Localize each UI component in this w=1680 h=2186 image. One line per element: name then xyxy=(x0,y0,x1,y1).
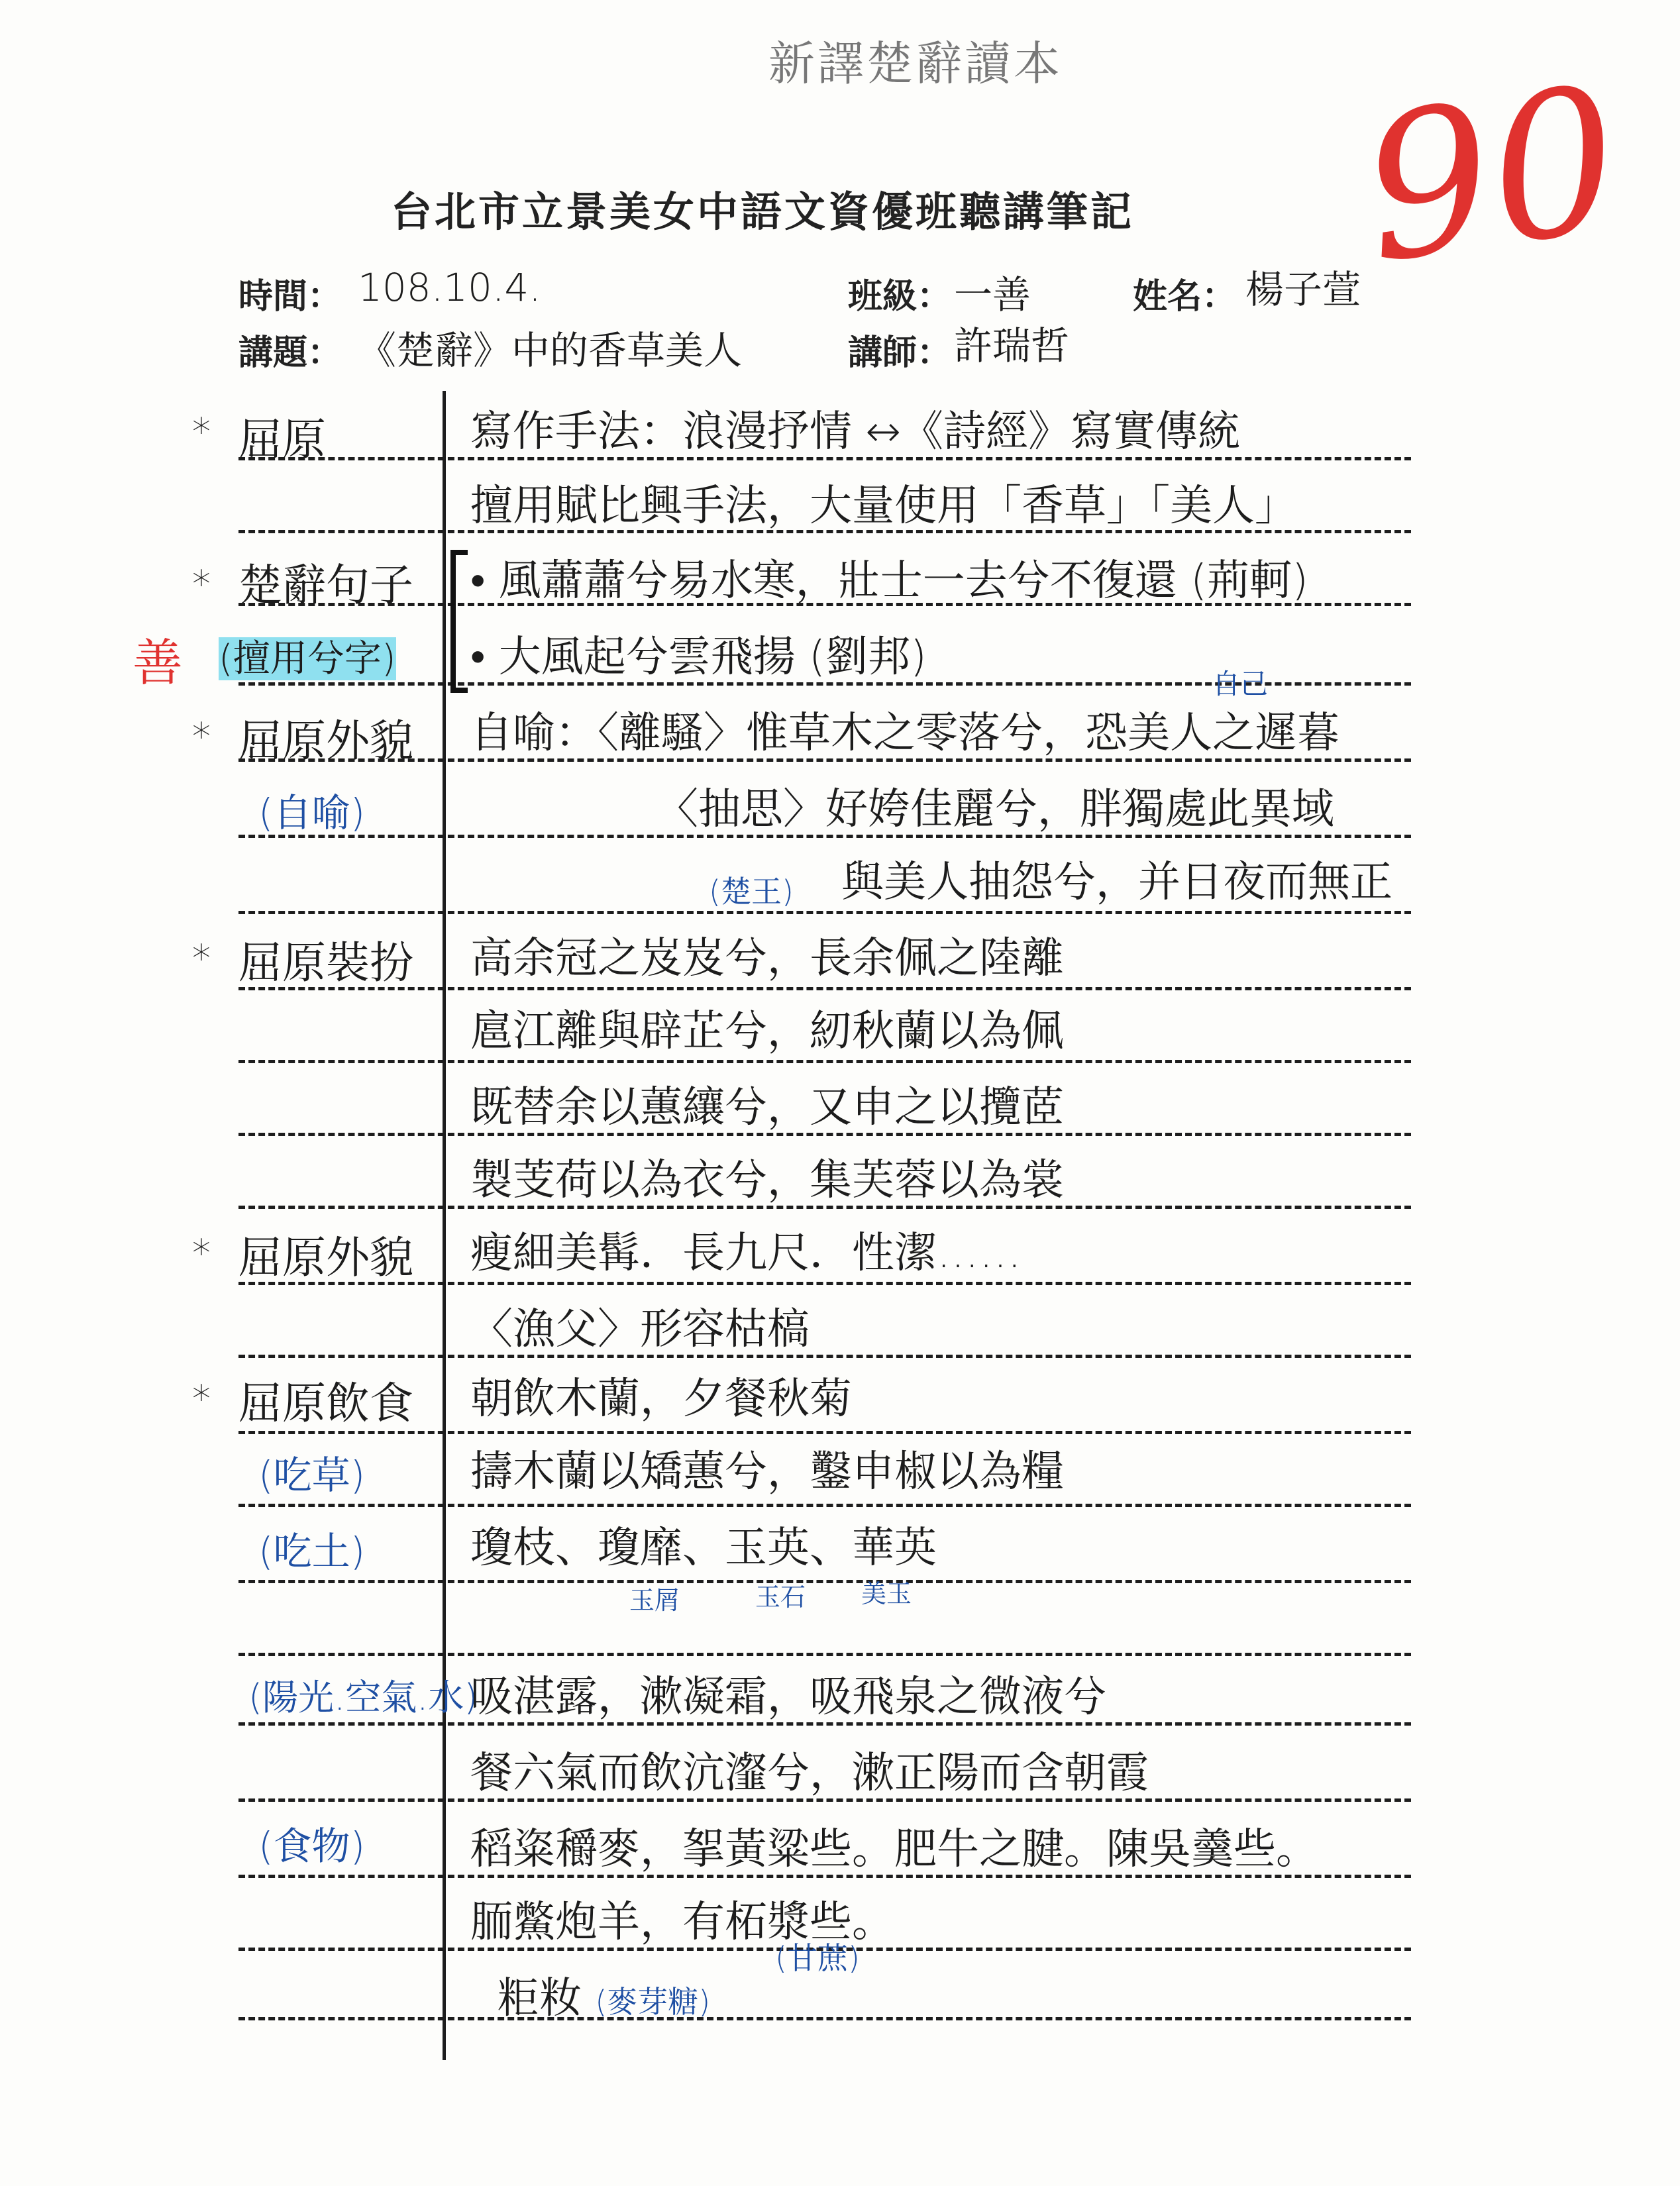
note-line: 與美人抽怨兮，并日夜而無正 xyxy=(841,858,1392,907)
topic-label: 講題： xyxy=(238,333,342,373)
annotation: (楚王) xyxy=(709,874,794,910)
time-label: 時間： xyxy=(238,276,342,317)
class-label: 班級： xyxy=(848,276,952,317)
section-sublabel: (食物) xyxy=(258,1824,366,1869)
note-line: • 風蕭蕭兮易水寒，壯士一去兮不復還 (荊軻) xyxy=(470,556,1309,605)
ruled-line xyxy=(238,987,1411,990)
topic-value: 《楚辭》中的香草美人 xyxy=(358,328,743,373)
bullet-star: * xyxy=(192,411,211,454)
ruled-line xyxy=(238,911,1411,914)
note-line: 擣木蘭以矯蕙兮，鑿申椒以為糧 xyxy=(470,1447,1064,1496)
column-divider xyxy=(443,391,446,2060)
section-label: 屈原外貌 xyxy=(238,1232,413,1283)
bullet-star: * xyxy=(192,563,211,606)
section-label: 屈原裝扮 xyxy=(238,937,413,988)
note-line: 瘦細美髯．長九尺．性潔…… xyxy=(470,1229,1022,1278)
book-title-note: 新譯楚辭讀本 xyxy=(768,36,1063,91)
note-line: 製芰荷以為衣兮，集芙蓉以為裳 xyxy=(470,1156,1064,1205)
section-sublabel: (吃草) xyxy=(258,1453,366,1498)
ruled-line xyxy=(238,1282,1411,1285)
section-sublabel: (吃土) xyxy=(258,1529,366,1574)
ruled-line xyxy=(238,1060,1411,1063)
annotation: 自己 xyxy=(1212,668,1269,700)
note-line: 稻粢穱麥，挐黃粱些。肥牛之腱。陳吳羹些。 xyxy=(470,1825,1318,1874)
bullet-star: * xyxy=(192,937,211,980)
ruled-line xyxy=(238,1580,1411,1583)
note-line: 〈抽思〉好姱佳麗兮，胖獨處此異域 xyxy=(656,785,1334,834)
time-value: 108.10.4. xyxy=(358,265,541,310)
class-value: 一善 xyxy=(954,272,1031,317)
note-line: 寫作手法：浪漫抒情 ↔《詩經》寫實傳統 xyxy=(470,407,1240,456)
section-label: 楚辭句子 xyxy=(238,560,413,611)
note-line: 粔籹 (麥芽糖) xyxy=(497,1974,711,2023)
section-label: 屈原 xyxy=(238,414,326,465)
note-line: 胹鱉炮羊，有柘漿些。 xyxy=(470,1898,894,1947)
page-title: 台北市立景美女中語文資優班聽講筆記 xyxy=(391,187,1135,236)
annotation: (甘蔗) xyxy=(775,1940,860,1976)
ruled-line xyxy=(238,1431,1411,1434)
bullet-star: * xyxy=(192,1378,211,1421)
teacher-mark: 善 xyxy=(132,633,183,692)
gloss: 美玉 xyxy=(861,1579,912,1608)
note-line: 朝飲木蘭，夕餐秋菊 xyxy=(470,1375,852,1424)
note-line: 扈江離與辟芷兮，紉秋蘭以為佩 xyxy=(470,1007,1064,1056)
ruled-line xyxy=(238,2017,1411,2020)
note-line: 擅用賦比興手法，大量使用「香草」「美人」 xyxy=(470,482,1297,531)
name-value: 楊子萱 xyxy=(1245,267,1361,312)
bullet-star: * xyxy=(192,1232,211,1275)
section-label: 屈原外貌 xyxy=(238,715,413,766)
gloss: 玉石 xyxy=(755,1583,806,1612)
note-line: 高余冠之岌岌兮，長余佩之陸離 xyxy=(470,934,1064,983)
lecturer-value: 許瑞哲 xyxy=(954,323,1070,368)
note-line: 既替余以蕙纕兮，又申之以攬茝 xyxy=(470,1083,1064,1132)
ruled-line xyxy=(238,1504,1411,1507)
score-mark: 90 xyxy=(1349,43,1633,307)
name-label: 姓名： xyxy=(1133,276,1237,317)
section-label: 屈原飲食 xyxy=(238,1378,413,1429)
lecturer-label: 講師： xyxy=(848,333,952,373)
section-sublabel: (擅用兮字) xyxy=(219,637,396,680)
note-line: • 大風起兮雲飛揚 (劉邦) xyxy=(470,633,927,682)
note-line: 吸湛露，漱凝霜，吸飛泉之微液兮 xyxy=(470,1673,1106,1722)
bracket-mark xyxy=(450,550,468,693)
ruled-line xyxy=(238,1355,1411,1358)
section-sublabel: (陽光.空氣.水) xyxy=(248,1677,478,1718)
bullet-star: * xyxy=(192,715,211,758)
section-sublabel: (自喻) xyxy=(258,790,366,835)
note-line: 〈漁父〉形容枯槁 xyxy=(470,1305,810,1354)
note-line: 瓊枝、瓊靡、玉英、華英 xyxy=(470,1524,937,1573)
ruled-line xyxy=(238,1653,1411,1656)
gloss: 玉屑 xyxy=(629,1586,680,1615)
note-line: 餐六氣而飲沆瀣兮，漱正陽而含朝霞 xyxy=(470,1749,1149,1798)
note-line: 自喻：〈離騷〉惟草木之零落兮，恐美人之遲暮 xyxy=(470,709,1339,758)
